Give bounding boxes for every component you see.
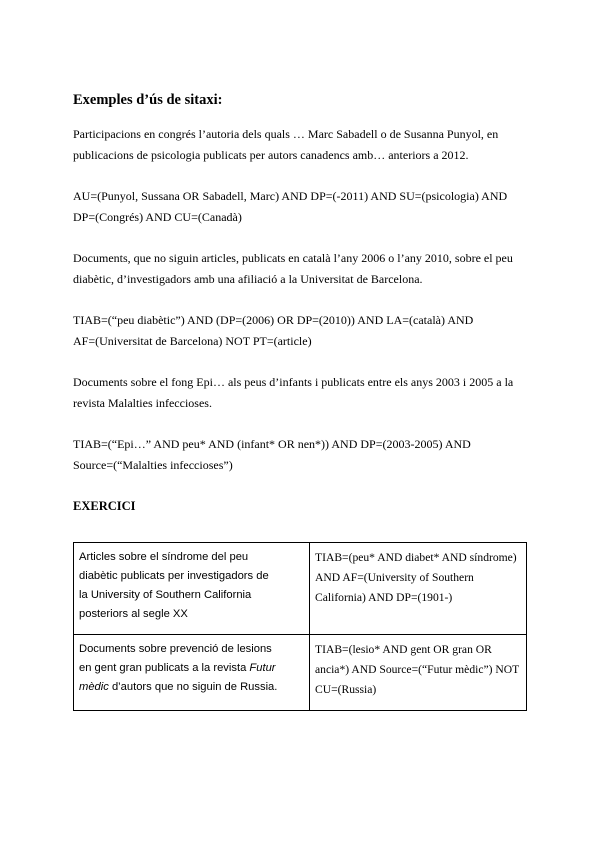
text-line: Articles sobre el síndrome del peu [79,551,249,563]
question-cell [74,635,310,711]
text-line: posteriors al segle XX [79,608,188,620]
text-line: Documents, que no siguin articles, publicats en català l’any 2006 o l’any 2010, sobre el peu [73,251,513,265]
example-1-description [73,124,528,166]
page-title: Exemples d’ús de sitaxi: [73,92,223,108]
italic-text: Futur [249,662,276,674]
text-line: DP=(Congrés) AND CU=(Canadà) [73,210,242,224]
text-line: AF=(Universitat de Barcelona) NOT PT=(article) [73,334,312,348]
text-line [79,678,304,697]
question-cell [74,543,310,635]
example-1-query [73,186,528,228]
answer-cell [310,543,527,635]
text-segment: d’autors que no siguin de Russia. [108,681,278,693]
exercise-table [73,542,527,711]
text-line: TIAB=(lesio* AND gent OR gran OR [315,643,492,656]
text-line: publicacions de psicologia publicats per autors canadencs amb… anteriors a 2012. [73,148,469,162]
text-line: CU=(Russia) [315,683,377,696]
example-3-description [73,372,528,414]
example-2-query [73,310,528,352]
text-line: diabètic publicats per investigadors de [79,570,269,582]
text-line: TIAB=(“Epi…” AND peu* AND (infant* OR nen*)) AND DP=(2003-2005) AND [73,437,471,451]
text-line: Participacions en congrés l’autoria dels quals … Marc Sabadell o de Susanna Punyol, en [73,127,499,141]
answer-cell [310,635,527,711]
text-line: ancia*) AND Source=(“Futur mèdic”) NOT [315,663,520,676]
table-row [74,635,527,711]
example-2-description [73,248,528,290]
text-line: California) AND DP=(1901-) [315,591,453,604]
text-line: la University of Southern California [79,589,252,601]
text-line: Documents sobre el fong Epi… als peus d’infants i publicats entre els anys 2003 i 2005 a la [73,375,514,389]
text-line: AU=(Punyol, Sussana OR Sabadell, Marc) AND DP=(-2011) AND SU=(psicologia) AND [73,189,508,203]
italic-text: mèdic [79,681,109,693]
example-3-query [73,434,528,476]
text-line: TIAB=(“peu diabètic”) AND (DP=(2006) OR DP=(2010)) AND LA=(català) AND [73,313,474,327]
text-line: Source=(“Malalties infeccioses”) [73,458,233,472]
table-row [74,543,527,635]
exercise-heading: EXERCICI [73,499,136,513]
text-line: TIAB=(peu* AND diabet* AND síndrome) [315,551,517,564]
text-line: diabètic, d’investigadors amb una afiliació a la Universitat de Barcelona. [73,272,423,286]
text-line [79,659,304,678]
text-line: AND AF=(University of Southern [315,571,474,584]
text-line: revista Malalties infeccioses. [73,396,212,410]
text-segment: en gent gran publicats a la revista [79,662,250,674]
text-line: Documents sobre prevenció de lesions [79,643,272,655]
